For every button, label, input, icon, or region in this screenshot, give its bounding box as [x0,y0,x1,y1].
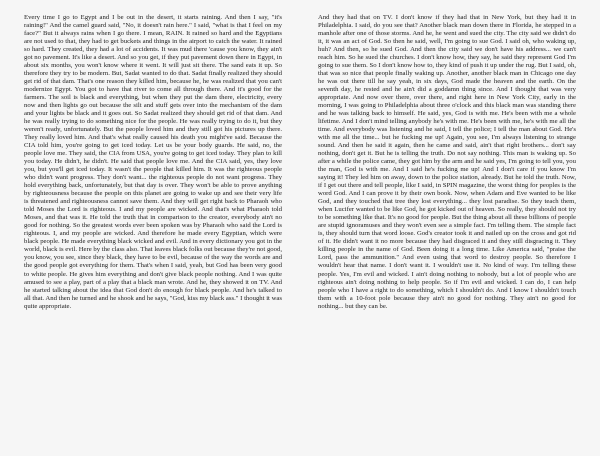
right-text-column [318,14,576,448]
right-column-text: And they had that on TV. I don't know if they had that in New York, but they had it in Philadelphia. I said, do you see that? Another black man down there in Florida, he stepped in a manhole after one of those storms. And he, he went and sued the city. The city said we didn't do it, it was an act of God. So then he said, well, I'm going to sue God. I said oh, who waking up, huh? And then, so he sued God. And then the city said we don't have his address... we can't reach him. So he sued the churches. I don't know how, they say, he said they represent God I'm going to sue them. So I don't know how to, they kind of push it up under the rug. But I said, oh, that was so nice that people finally waking up. Another, another black man in Chicago one day he was out there till he say yeah, in six days, God made the heaven and the earth. On the seventh day, he rested and he ain't did a goddamn thing since. And I thought that was very appropriate. And now over there, over there, and right here in New York City, early in the morning, I was going to Philadelphia about three o'clock and this black man was standing there and he was talking back to himself. He said, yes, God is with me. He's been with me a whole lifetime. And I don't mind telling anybody he's with me. He's been with me, he's with me all the time. And everybody was listening and he said, I tell the police; I tell the man about God. He's with me all the time... but he fucking me up! Again, you see, I'm always listening to strange sound. And then he said it again, then he came and said, ain't that right brothers... don't say nothing, don't get it. But he is telling the truth. Do not say nothing. This man is waking up. So after a while the police came, they got him by the arm and he said yes, I'm going to tell you, you the man, God is with me. And I said he's fucking me up! And I don't care if you know I'm saying it! They led him on away, down to the police station, already. But he told the truth. Now, if I get out there and tell people, like I said, in SPIN magazine, the worst thing for peoples is the word God. And I can prove it by their own book. Now, when Adam and Eve wanted to be like God, and they touched that tree they lost everything... they lost paradise. So they teach them, when Lucifer wanted to be like God, he got kicked out of heaven. So really, they should not try to be something like that. It's no good for people. But the thing about all these billions of people are stupid ignoramuses and they won't even see a simple fact. I'm telling them. The simple fact is, they should turn that word loose. God's creator took it and nailed up on the cross and got rid of it. He didn't want it no more because they had disgraced it and they still disgracing it. They killing people in the name of God. Been doing it a long time. Like America said, "praise the Lord, pass the ammunition." And even using that word to destroy people. So therefore I wouldn't hear that name. I don't want it. I wouldn't use it. No kind of way. I'm telling these people. Yes, I'm evil and wicked. I ain't doing nothing to nobody, but a lot of people who are righteous ain't doing nothing to help people. So if I'm evil and wicked. I can do, I can help people who I have a right to do something, which I shouldn't do. And I know I shouldn't touch them with a 10-foot pole because they ain't no good for nothing. They ain't no good for nothing... but they can be. [318,14,576,310]
left-text-column [24,14,282,448]
left-column-text: Every time I go to Egypt and I be out in the desert, it starts raining. And then I say, "it's raining!" And the camel guard said, "No, it doesn't rain here." I said, "what is that I feel on my face?" But it always rains when I go there. I mean, RAIN. It rained so hard and the Egyptians are not used to that, they had to get buckets and things in the airport to catch the water. It rained so hard. They created, they had a lot of accidents. It was mud there 'cause you know, they ain't got no pavement. It's like a desert. And so you get, if they put pavement down there in Egypt, in about six months, you won't know where it went. It will just sit there. The sand eats it up. So therefore they try to be modern. But, Sadat wanted to do that. Sadat finally realized they should get rid of that dam. That's one reason they killed him, because he, he was realized that you can't modernize Egypt. You got to have that river to come all through there. And it's good for the farmers. The soil is black and everything, but when they put the dam there, electricity, every now and then lights go out because the silt and stuff gets over into the mechanism of the dam and your lights be black and it goes out. So Sadat realized they should get rid of that dam. And he was really trying to do something nice for the people. He was really trying to do it, but they weren't ready, unfortunately. But the people loved him and they still got his pictures up there. They really loved him. And that's what really caused his death you might've said. Because the CIA told him, you're going to get iced today. Let us be your body guards. He said, no, the people love me. They said, the CIA from USA, you're going to get iced today. They plan to kill you today. He didn't, he didn't. He said that people love me. And the CIA said, yes, they love you, but you'll get iced today. It wasn't the people that killed him. It was the righteous people who didn't want progress. They don't want... the righteous people do not want progress. They hold everything back, unfortunately, but that day is over. They won't be able to prove anything by righteousness because the people on this planet are going to wake up and see their very life is threatened and righteousness cannot save them. And they will get right back to Pharaoh who told Moses the Lord is righteous. I and my people are wicked. And that's what Pharaoh told Moses, and that was it. He told the truth that in comparison to the creator, everybody ain't no good for nothing. So the greatest words ever been spoken was by Pharaoh who said the Lord is righteous. I, and my people are wicked. And therefore he made every Egyptian, which were black people. He made everything black wicked and evil. And in every dictionary you got in the world, black is evil. Here by the class also. That leaves black folks out because they're not good, you know, you see, since they black, they have to be evil, because of the way the words are and the good people got everything for them. That's when I said, yeah, but God has been very good to white people. He gives him everything and don't give black people nothing. And I was quite amused to see a play, part of a play that a black man wrote. And he, they showed it on TV. And he started talking about the idea that God don't do enough for black people. And he's talked to all that. And then he turned and he shook and he says, "God, kiss my black ass." I thought it was quite appropriate. [24,14,282,310]
